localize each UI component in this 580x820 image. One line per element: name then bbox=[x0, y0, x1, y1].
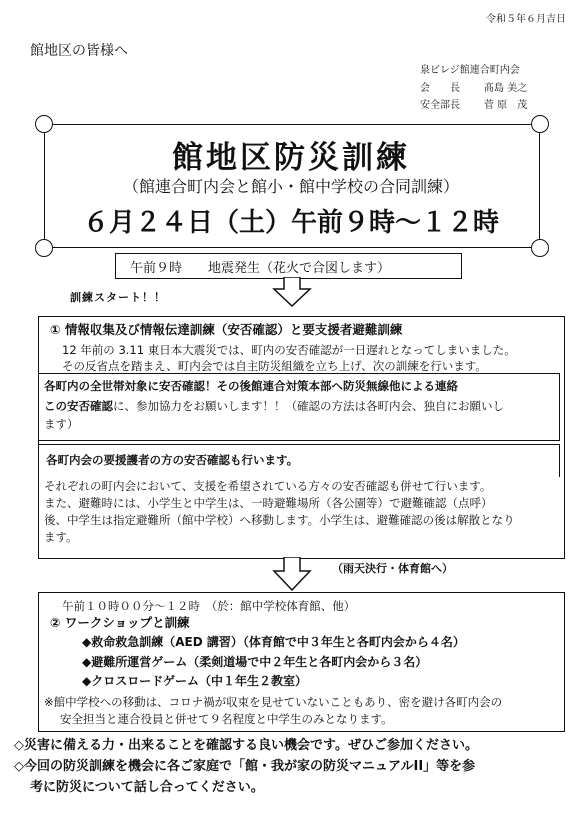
section-1-para2-line2: また、避難時には、小学生と中学生は、一時避難場所（各公園等）で避難確認（点呼） bbox=[44, 496, 493, 510]
event-datetime: ６月２４日（土）午前９時～１２時 bbox=[82, 208, 499, 238]
safety-title: 安全部長 bbox=[420, 100, 460, 111]
closing-line2: ◇今回の防災訓練を機会に各ご家庭で「館・我が家の防災マニュアルII」等を参 bbox=[14, 759, 476, 774]
start-line: 午前９時 地震発生（花火で合図します） bbox=[130, 261, 391, 276]
kickoff-label: 訓練スタート！！ bbox=[70, 291, 166, 304]
confirmation-box-line2: この安否確認に、参加協力をお願いします！！（確認の方法は各町内会、独自にお願いし bbox=[44, 399, 504, 413]
closing-line1: ◇災害に備える力・出来ることを確認する良い機会です。ぜひご参加ください。 bbox=[14, 738, 478, 753]
section-1-para1-line1: 12 年前の 3.11 東日本大震災では、町内の安否確認が一日遅れとなってしまいました。 bbox=[62, 343, 516, 357]
section-1-para2-line3: 後、中学生は指定避難所（館中学校）へ移動します。小学生は、避難確認の後は解散となり bbox=[44, 513, 515, 527]
scroll-curl-icon bbox=[35, 115, 53, 133]
chair-name: 髙島 美之 bbox=[484, 83, 528, 94]
down-arrow-icon bbox=[272, 277, 312, 307]
section-1-para1-line2: その反省点を踏まえ、町内会では自主防災組織を立ち上げ、次の訓練を行います。 bbox=[62, 359, 487, 373]
support-box-title: 各町内会の要援護者の方の安否確認も行います。 bbox=[46, 453, 299, 467]
chair-title: 会 長 bbox=[420, 83, 460, 94]
scroll-curl-icon bbox=[531, 239, 549, 257]
safety-name: 菅 原 茂 bbox=[484, 100, 528, 111]
section-1-para2-line1: それぞれの町内会において、支援を希望されている方々の安否確認も併せて行います。 bbox=[44, 479, 492, 493]
section-1-para2-line4: ます。 bbox=[44, 530, 78, 544]
confirmation-box-title: 各町内の全世帯対象に安否確認！その後館連合対策本部へ防災無線他による連絡 bbox=[44, 379, 458, 393]
org-name: 泉ビレジ館連合町内会 bbox=[420, 65, 520, 76]
section-2-time: 午前１０時００分～１２時 （於：館中学校体育館、他） bbox=[62, 599, 356, 613]
scroll-curl-icon bbox=[35, 239, 53, 257]
workshop-item-aed: ◆救命救急訓練（AED 講習）（体育館で中３年生と各町内会から４名） bbox=[82, 635, 465, 649]
scroll-curl-icon bbox=[531, 115, 549, 133]
section-2-note-line1: ※館中学校への移動は、コロナ禍が収束を見せていないこともあり、密を避け各町内会の bbox=[44, 695, 503, 709]
section-2-heading: ② ワークショップと訓練 bbox=[50, 615, 190, 630]
confirmation-box-line3: ます） bbox=[44, 417, 79, 431]
issue-date: 令和５年６月吉日 bbox=[486, 14, 566, 25]
workshop-item-crossroad: ◆クロスロードゲーム（中１年生２教室） bbox=[82, 674, 307, 688]
workshop-item-shelter-game: ◆避難所運営ゲーム（柔剣道場で中２年生と各町内会から３名） bbox=[82, 655, 428, 669]
closing-line3: 考に防災について話し合ってください。 bbox=[30, 780, 264, 795]
down-arrow-icon bbox=[272, 557, 312, 591]
event-title: 館地区防災訓練 bbox=[172, 140, 410, 176]
greeting: 館地区の皆様へ bbox=[30, 43, 128, 59]
chair-line bbox=[420, 80, 527, 97]
section-2-note-line2: 安全担当と連合役員と併せて９名程度と中学生のみとなります。 bbox=[60, 712, 393, 726]
section-1-heading: ① 情報収集及び情報伝達訓練（安否確認）と要支援者避難訓練 bbox=[50, 322, 403, 337]
safety-line bbox=[420, 97, 527, 114]
rain-note: （雨天決行・体育館へ） bbox=[332, 562, 453, 575]
event-subtitle: （館連合町内会と館小・館中学校の合同訓練） bbox=[122, 177, 459, 196]
